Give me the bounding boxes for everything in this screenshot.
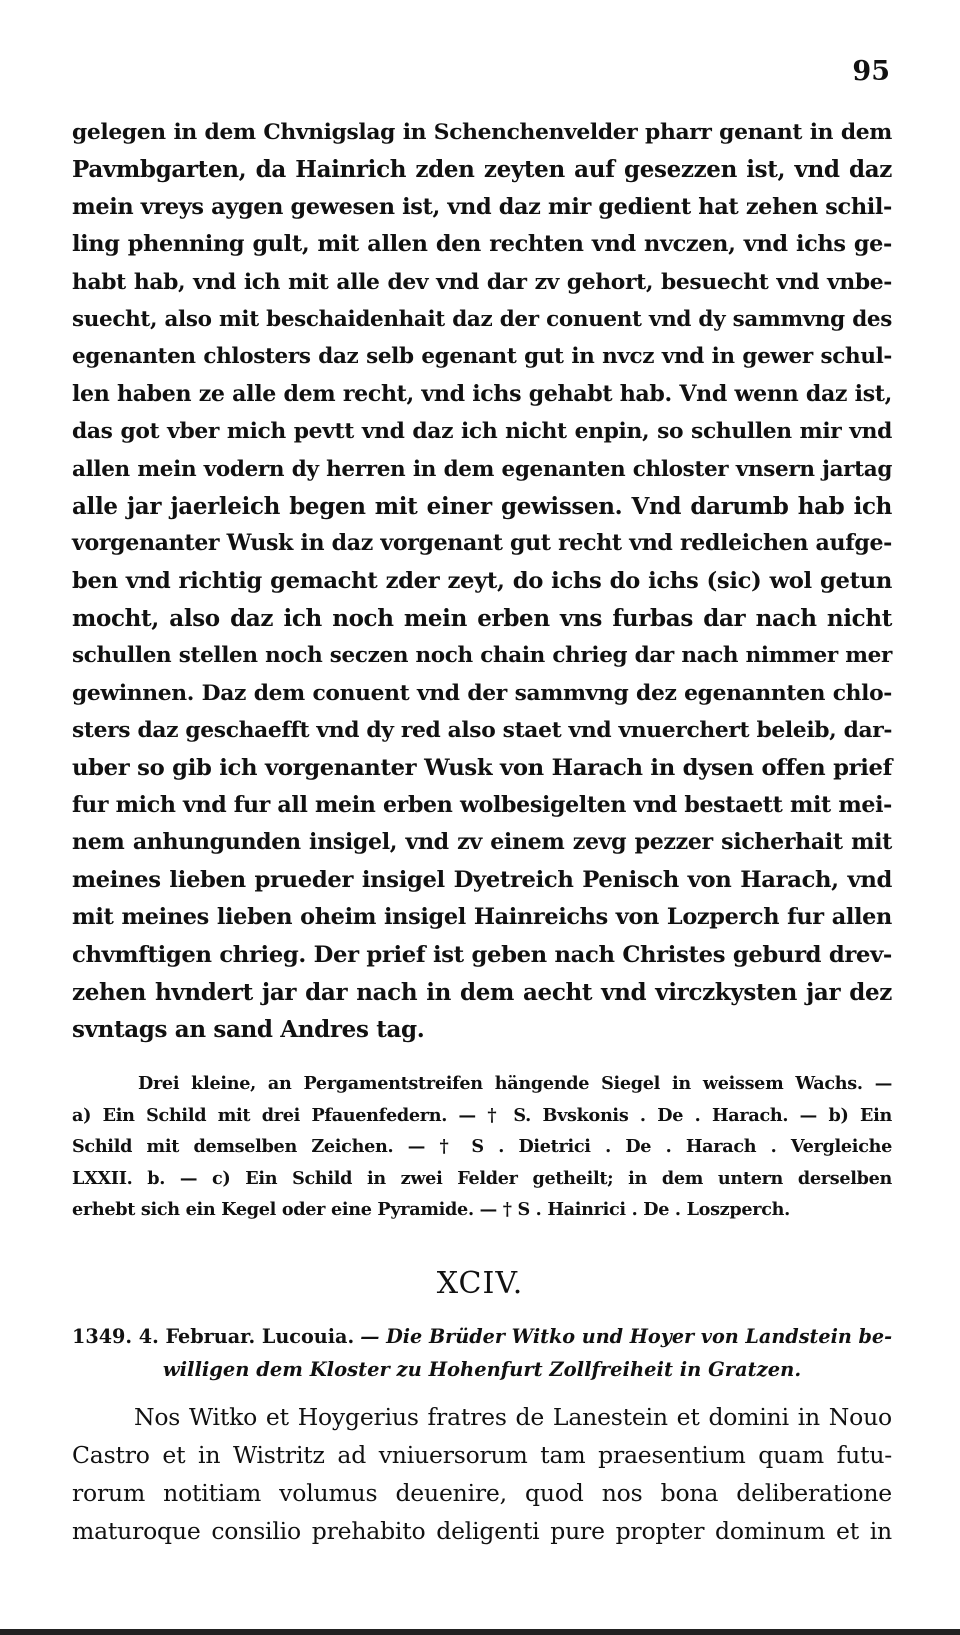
text-line: chvmftigen chrieg. Der prief ist geben nach Christes geburd drev-: [72, 941, 892, 968]
text-line: fur mich vnd fur all mein erben wolbesigelten vnd bestaett mit mei-: [72, 792, 892, 819]
text-line: allen mein vodern dy herren in dem egenanten chloster vnsern jartag: [72, 456, 892, 482]
text-line: gewinnen. Daz dem conuent vnd der sammvng dez egenannten chlo-: [72, 680, 892, 706]
text-line: nem anhungunden insigel, vnd zv einem zevg pezzer sicherhait mit: [72, 829, 892, 856]
header-line: [72, 1320, 892, 1353]
text-line: habt hab, vnd ich mit alle dev vnd dar zv gehort, besuecht vnd vnbe-: [72, 269, 892, 295]
text-line: ling phenning gult, mit allen den rechten vnd nvczen, vnd ichs ge-: [72, 231, 892, 258]
latin-line: rorum notitiam volumus deuenire, quod nos bona deliberatione: [72, 1479, 892, 1507]
text-line: mit meines lieben oheim insigel Hainreichs von Lozperch fur allen: [72, 904, 892, 931]
text-line: egenanten chlosters daz selb egenant gut in nvcz vnd in gewer schul-: [72, 344, 892, 370]
text-line: suecht, also mit beschaidenhait daz der conuent vnd dy sammvng des: [72, 306, 892, 332]
text-line: gelegen in dem Chvnigslag in Schenchenvelder pharr genant in dem: [72, 120, 892, 145]
text-line: zehen hvndert jar dar nach in dem aecht vnd virczkysten jar dez: [72, 978, 892, 1006]
scan-edge: [0, 1629, 960, 1635]
document-number: XCIV.: [436, 1266, 524, 1301]
document-header: [72, 1320, 892, 1386]
latin-line: Castro et in Wistritz ad vniuersorum tam praesentium quam futu-: [72, 1441, 892, 1469]
text-line: svntags an sand Andres tag.: [72, 1016, 425, 1044]
text-line: len haben ze alle dem recht, vnd ichs gehabt hab. Vnd wenn daz ist,: [72, 380, 892, 407]
note-line: LXXII. b. — c) Ein Schild in zwei Felder getheilt; in dem untern derselben: [72, 1167, 892, 1189]
text-line: meines lieben prueder insigel Dyetreich Penisch von Harach, vnd: [72, 866, 892, 893]
document-date: 1349. 4. Februar. Lucouia.: [72, 1325, 355, 1348]
text-line: das got vber mich pevtt vnd daz ich nicht enpin, so schullen mir vnd: [72, 419, 892, 445]
text-line: mein vreys aygen gewesen ist, vnd daz mir gedient hat zehen schil-: [72, 193, 893, 220]
note-line: erhebt sich ein Kegel oder eine Pyramide. — † S . Hainrici . De . Loszperch.: [72, 1199, 790, 1220]
note-line: Schild mit demselben Zeichen. — † S . Dietrici . De . Harach . Vergleiche: [72, 1136, 892, 1157]
text-line: ben vnd richtig gemacht zder zeyt, do ichs do ichs (sic) wol getun: [72, 567, 892, 594]
text-line: mocht, also daz ich noch mein erben vns furbas dar nach nicht: [72, 605, 892, 633]
text-line: sters daz geschaefft vnd dy red also staet vnd vnuerchert beleib, dar-: [72, 718, 893, 744]
latin-line: maturoque consilio prehabito deligenti pure propter dominum et in: [72, 1517, 892, 1545]
note-line: a) Ein Schild mit drei Pfauenfedern. — † S. Bvskonis . De . Harach. — b) Ein: [72, 1104, 892, 1126]
page-number: 95: [852, 56, 890, 87]
text-line: Pavmbgarten, da Hainrich zden zeyten auf gesezzen ist, vnd daz: [72, 156, 892, 184]
document-summary: willigen dem Kloster zu Hohenfurt Zollfreiheit in Gratzen.: [162, 1358, 802, 1381]
main-text-block: [72, 114, 892, 1049]
latin-line: Nos Witko et Hoygerius fratres de Lanestein et domini in Nouo: [134, 1403, 892, 1431]
text-line: uber so gib ich vorgenanter Wusk von Harach in dysen offen prief: [72, 754, 892, 781]
text-line: vorgenanter Wusk in daz vorgenant gut recht vnd redleichen aufge-: [72, 530, 892, 557]
seal-note: [72, 1068, 892, 1226]
document-summary: — Die Brüder Witko und Hoyer von Landstein be-: [360, 1325, 893, 1348]
header-line: [72, 1353, 892, 1386]
text-line: schullen stellen noch seczen noch chain chrieg dar nach nimmer mer: [72, 643, 892, 669]
text-line: alle jar jaerleich begen mit einer gewissen. Vnd darumb hab ich: [72, 492, 892, 520]
latin-text-block: [72, 1398, 892, 1550]
note-line: Drei kleine, an Pergamentstreifen hängende Siegel in weissem Wachs. —: [138, 1073, 892, 1094]
